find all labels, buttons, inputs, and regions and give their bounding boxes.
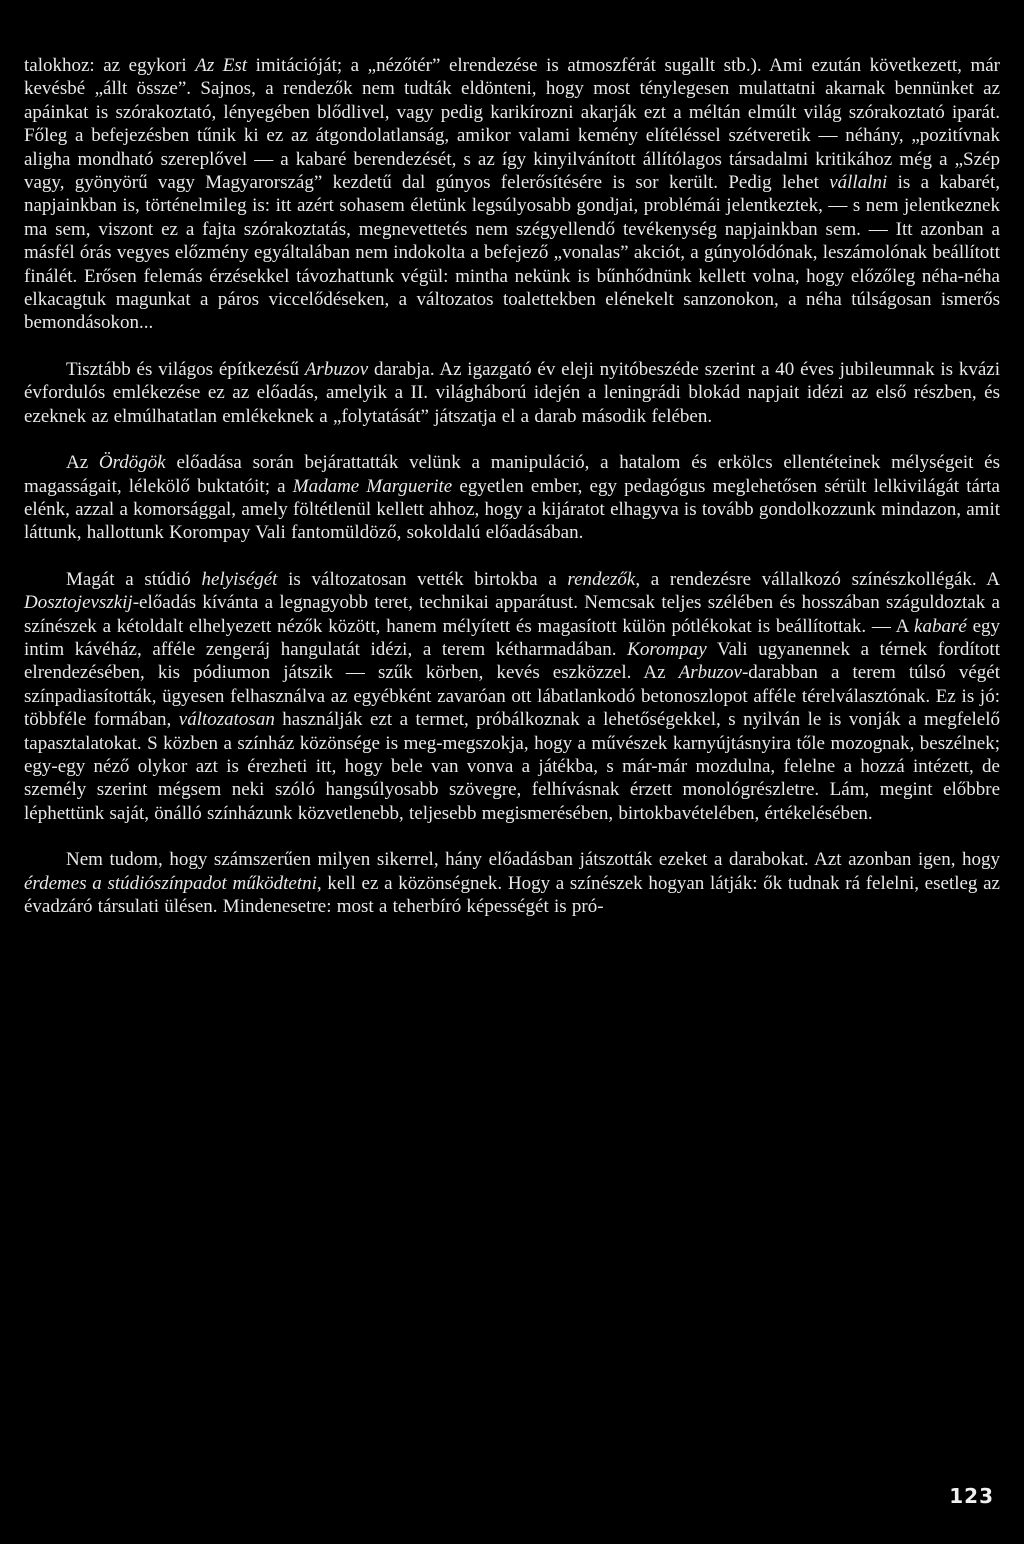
text-run: Vali ugyanennek a térnek fordított elrendezésében, kis pódiumon játszik — szűk körben, kevés eszközzel. Az (24, 638, 1000, 684)
text-run: egy intim kávéház, afféle zengeráj hangulatát idézi, a terem kétharmadában. (24, 615, 1000, 660)
italic-text-run: Madame Marguerite (292, 475, 453, 497)
text-run: Az (66, 452, 99, 474)
page-number: 123 (949, 1484, 994, 1508)
italic-text-run: rendezők (567, 568, 636, 590)
text-run: kell ez a közönségnek. Hogy a színészek hogyan látják: ők tudnak rá felelni, esetleg az évadzáró társulati ülésen. Mindenesetre: most a teherbíró képességét is pró- (24, 872, 1000, 917)
italic-text-run: Dosztojevszkij (24, 592, 133, 614)
italic-text-run: vállalni (829, 172, 888, 194)
italic-text-run: kabaré (914, 615, 967, 637)
paragraph-5 (24, 848, 1000, 918)
italic-text-run: Ördögök (98, 452, 166, 474)
text-run: is változatosan vették birtokba a (277, 568, 568, 590)
italic-text-run: Arbuzov (678, 662, 742, 684)
italic-text-run: érdemes a stúdiószínpadot működtetni, (24, 872, 322, 894)
text-run: darabja. Az igazgató év eleji nyitóbeszéde szerint a 40 éves jubileumnak is kvázi évfordulós emlékezése ez az előadás, amelyik a II. világháború idején a leningrádi blokád napjait idézi az első részben, és ezeknek az elmúlhatatlan emlékeknek a „folytatását” játszatja el a darab második felében. (24, 358, 1001, 427)
italic-text-run: Korompay (627, 638, 707, 660)
italic-text-run: Az Est (195, 55, 248, 76)
text-run: Magát a stúdió (66, 568, 202, 590)
paragraph-3 (24, 451, 1000, 545)
text-run: -darabban a terem túlsó végét színpadiasították, ügyesen felhasználva az egyébként zavaróan ott lábatlankodó betonoszlopot afféle térelválasztónak. Ez is jó: többféle formában, (24, 662, 1000, 731)
italic-text-run: helyiségét (201, 568, 278, 590)
text-run: is a kabarét, napjainkban is, történelmileg is: itt azért sohasem életünk legsúlyosabb gondjai, problémái jelentkeztek, — s nem jelentkeznek ma sem, viszont ez a fajta szórakoztatás, megnevettetés nem szégyellendő tevékenység napjainkban sem. — Itt azonban a másfél órás vegyes előzmény egyáltalában nem indokolta a befejező „vonalas” akciót, a gúnyolódónak, leszámolónak beállított finálét. Erősen felemás érzésekkel távozhattunk végül: mintha nekünk is bűnhődnünk kellett volna, hogy előzőleg néha-néha elkacagtuk magunkat a páros viccelődéseken, a változatos toalettekben elénekelt sanzonokon, a néha túlságosan ismerős bemondásokon... (24, 172, 1001, 334)
text-run: használják ezt a termet, próbálkoznak a lehetőségekkel, s nyilván le is vonják a megfelelő tapasztalatokat. S közben a színház közönsége is meg-megszokja, hogy a művészek karnyújtásnyira tőle mozognak, beszélnek; egy-egy néző olykor azt is érezheti itt, hogy bele van vonva a játékba, s már-már mozdulna, felelne a hozzá intézett, de személy szerint mégsem neki szóló hangsúlyosabb szövegre, felhívásnak érzett monológrészletre. Lám, megint előbbre léphettünk saját, önálló színházunk közvetlenebb, teljesebb megismerésében, birtokbavételében, értékelésében. (24, 709, 1000, 824)
text-run: imitációját; a „nézőtér” elrendezése is atmoszférát sugallt stb.). Ami ezután következett, már kevésbé „állt össze”. Sajnos, a rendezők nem tudták eldönteni, hogy most ténylegesen mulattatni akarnak bennünket az apáinkat is szórakoztató, lényegében blődlivel, vagy pedig karikírozni akarják ezt a méltán elmúlt világ szórakoztató iparát. Főleg a befejezésben tűnik ki ez az átgondolatlanság, amikor valami kemény elítéléssel szétveretik — néhány, „pozitívnak aligha mondható szereplővel — a kabaré berendezését, s az így kinyilvánított állítólagos társadalmi kritikához még a „Szép vagy, gyönyörű vagy Magyarország” kezdetű dal gúnyos felerősítésére is sor került. Pedig lehet (24, 55, 1001, 194)
article-body (24, 54, 1000, 918)
text-run: Nem tudom, hogy számszerűen milyen sikerrel, hány előadásban játszották ezeket a darabokat. Azt azonban igen, hogy (66, 849, 1000, 871)
text-run: Tisztább és világos építkezésű (66, 358, 305, 380)
text-run: -előadás kívánta a legnagyobb teret, technikai apparátust. Nemcsak teljes szélében és hosszában száguldoztak a színészek a kétoldalt elhelyezett nézők között, hanem mélyített és magasított külön pótlékokat is beállítottak. — A (24, 592, 1000, 637)
text-run: egyetlen ember, egy pedagógus meglehetősen sérült lelkivilágát tárta elénk, azzal a komorsággal, amely föltétlenül kellett ahhoz, hogy a kijáratot elhagyva is tovább gondolkozzunk mindazon, amit láttunk, hallottunk Korompay Vali fantomüldöző, sokoldalú előadásában. (24, 475, 1000, 544)
paragraph-2 (24, 358, 1000, 428)
text-run: , a rendezésre vállalkozó színészkollégák. A (635, 568, 1001, 590)
text-run: talokhoz: az egykori (24, 55, 196, 76)
italic-text-run: változatosan (178, 709, 275, 731)
paragraph-4 (24, 568, 1000, 825)
italic-text-run: Arbuzov (304, 358, 369, 380)
text-run: előadása során bejárattatták velünk a manipuláció, a hatalom és erkölcs ellentéteinek mélységeit és magasságait, lélekölő buktatóit; a (24, 452, 1001, 497)
paragraph-1 (24, 54, 1000, 335)
